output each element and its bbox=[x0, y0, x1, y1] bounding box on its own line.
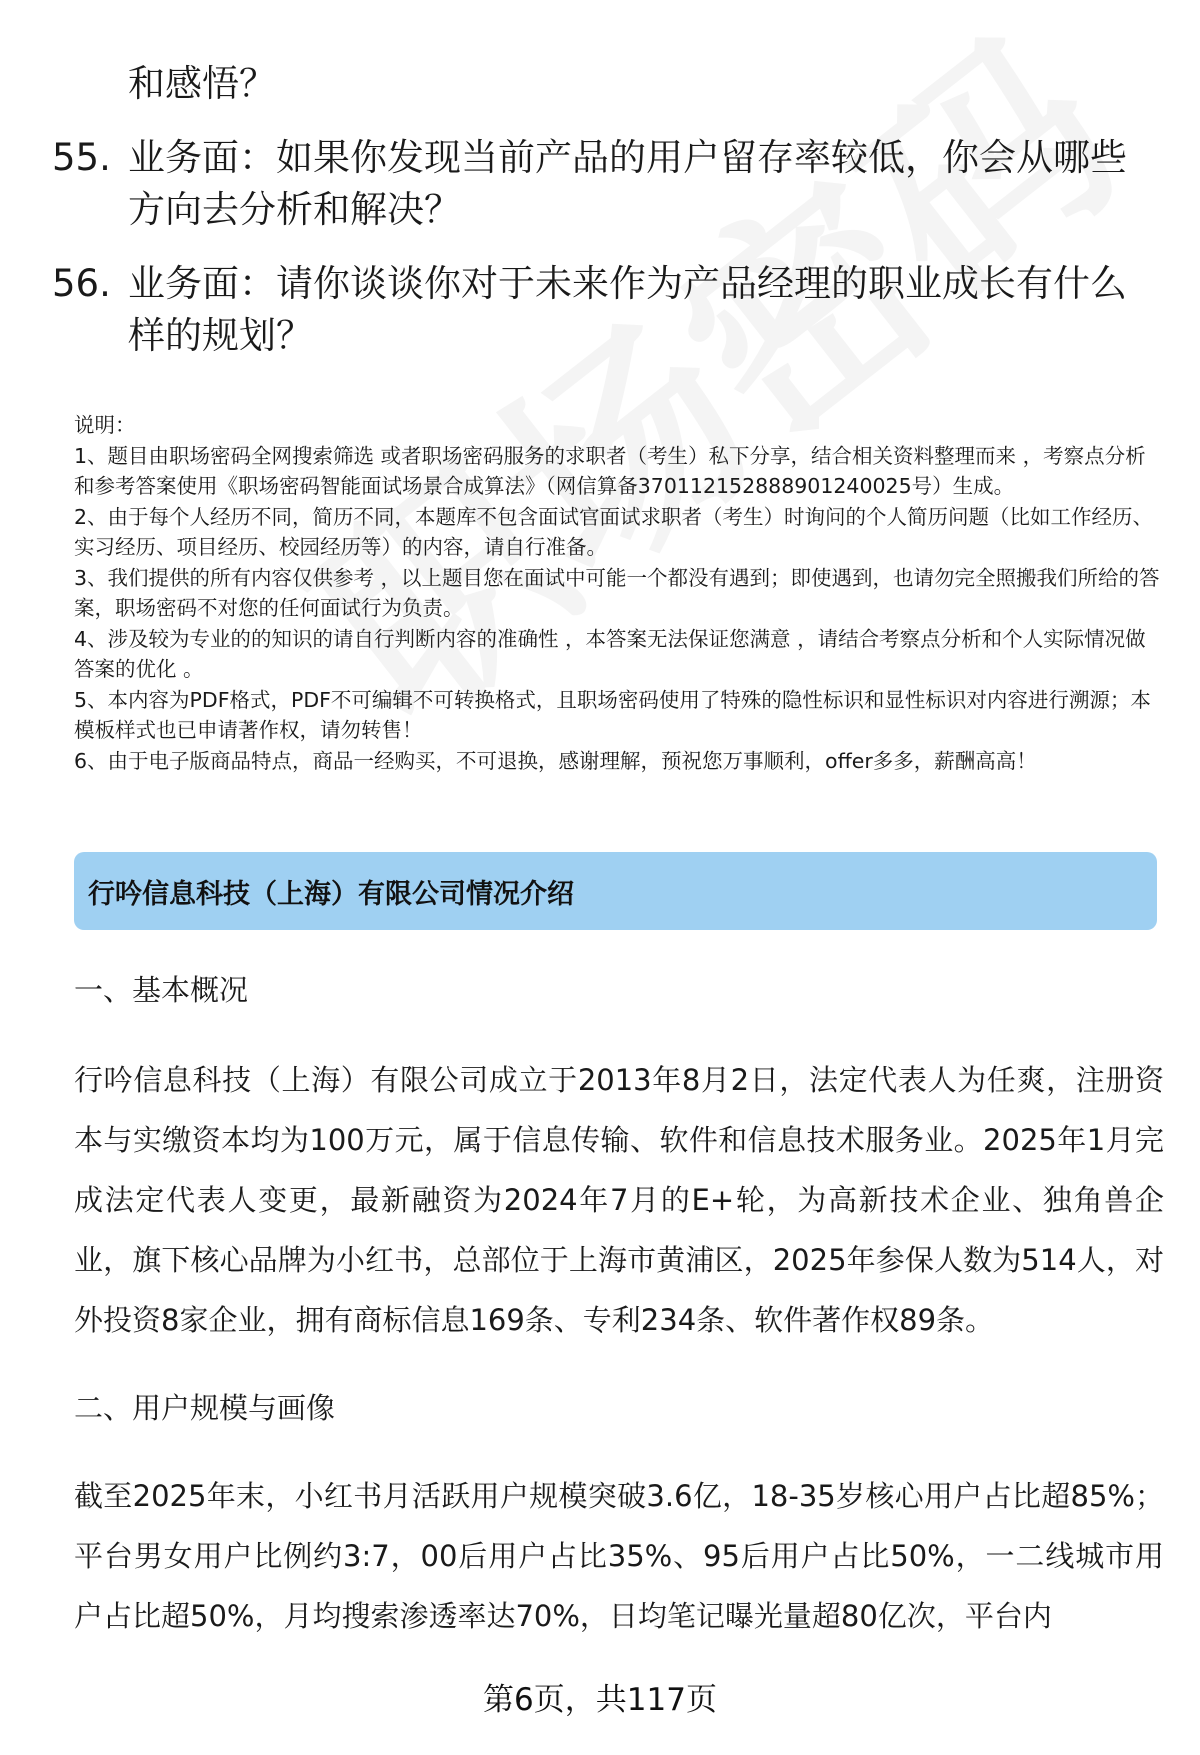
previous-question-continuation: 和感悟？ bbox=[128, 62, 276, 105]
section-body-users: 截至2025年末，小红书月活跃用户规模突破3.6亿，18-35岁核心用户占比超85%；平台男女用户比例约3:7，00后用户占比35%、95后用户占比50%，一二线城市用户占比超50%，月均搜索渗透率达70%，日均笔记曝光量超80亿次，平台内 bbox=[74, 1479, 1164, 1633]
note-item: 3、我们提供的所有内容仅供参考 ，以上题目您在面试中可能一个都没有遇到；即使遇到，也请勿完全照搬我们所给的答案，职场密码不对您的任何面试行为负责。 bbox=[74, 565, 1160, 620]
section-body-basic: 行吟信息科技（上海）有限公司成立于2013年8月2日，法定代表人为任爽，注册资本与实缴资本均为100万元，属于信息传输、软件和信息技术服务业。2025年1月完成法定代表人变更，最新融资为2024年7月的E+轮，为高新技术企业、独角兽企业，旗下核心品牌为小红书，总部位于上海市黄浦区，2025年参保人数为514人，对外投资8家企业，拥有商标信息169条、专利234条、软件著作权89条。 bbox=[74, 1063, 1164, 1337]
page-footer: 第6页，共117页 bbox=[483, 1682, 717, 1718]
question-number: 56. bbox=[52, 262, 111, 305]
question-text: 业务面：请你谈谈你对于未来作为产品经理的职业成长有什么样的规划？ bbox=[128, 262, 1127, 357]
question-number: 55. bbox=[52, 136, 111, 179]
section-title-basic: 一、基本概况 bbox=[74, 973, 249, 1007]
notes-title: 说明： bbox=[74, 413, 136, 437]
question-item-56 bbox=[52, 258, 1142, 362]
question-text: 业务面：如果你发现当前产品的用户留存率较低，你会从哪些方向去分析和解决？ bbox=[128, 136, 1127, 231]
note-item: 4、涉及较为专业的的知识的请自行判断内容的准确性 ，本答案无法保证您满意 ，请结合考察点分析和个人实际情况做答案的优化 。 bbox=[74, 626, 1146, 681]
section-title-users: 二、用户规模与画像 bbox=[74, 1391, 336, 1425]
question-item-55 bbox=[52, 132, 1142, 236]
disclaimer-notes bbox=[74, 410, 1164, 776]
note-item: 6、由于电子版商品特点，商品一经购买，不可退换，感谢理解，预祝您万事顺利，offer多多，薪酬高高！ bbox=[74, 748, 1037, 773]
company-banner-title: 行吟信息科技（上海）有限公司情况介绍 bbox=[88, 878, 574, 910]
company-banner bbox=[74, 852, 1157, 930]
note-item: 2、由于每个人经历不同，简历不同，本题库不包含面试官面试求职者（考生）时询问的个人简历问题（比如工作经历、实习经历、项目经历、校园经历等）的内容，请自行准备。 bbox=[74, 504, 1154, 559]
note-item: 5、本内容为PDF格式，PDF不可编辑不可转换格式，且职场密码使用了特殊的隐性标识和显性标识对内容进行溯源；本模板样式也已申请著作权，请勿转售！ bbox=[74, 687, 1151, 742]
note-item: 1、题目由职场密码全网搜索筛选 或者职场密码服务的求职者（考生）私下分享，结合相关资料整理而来 ，考察点分析和参考答案使用《职场密码智能面试场景合成算法》（网信算备370112152888901240025号）生成。 bbox=[74, 443, 1146, 498]
